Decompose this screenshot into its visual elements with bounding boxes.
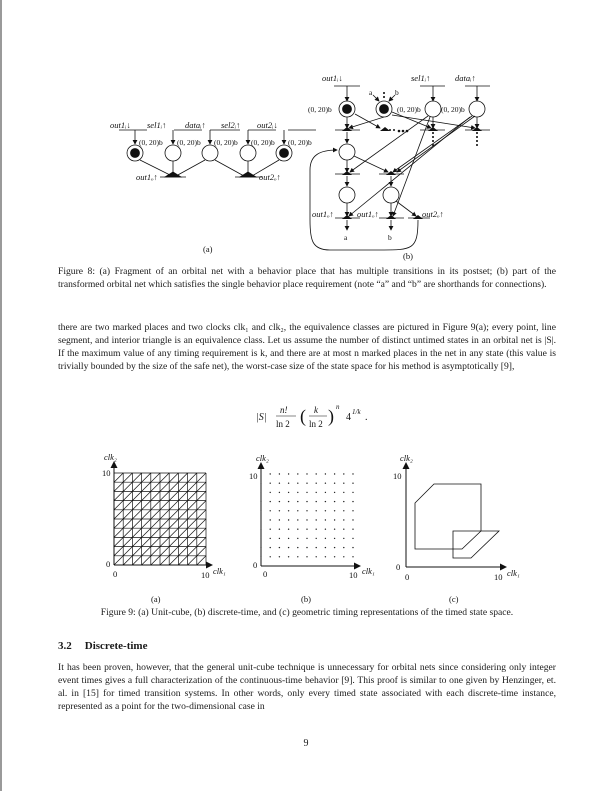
label-b-out2o: out2ₒ↑	[422, 209, 444, 219]
label-b-out1i: out1ᵢ↓	[322, 73, 343, 83]
connector-b-bottom: b	[388, 233, 392, 242]
fig9b-xmin: 0	[263, 569, 268, 579]
fig9b-ylabel: clk₂	[256, 453, 269, 463]
figure-8	[0, 0, 612, 262]
fig9a-label: (a)	[151, 594, 161, 604]
label-out2o: out2ₒ↑	[259, 172, 281, 182]
label-datai: dataᵢ↑	[185, 120, 206, 130]
timing-4: (0, 20)b	[251, 138, 275, 147]
connector-a-top: a	[369, 88, 373, 97]
figure-8a-labels	[110, 120, 312, 254]
fig9a-ymin: 0	[106, 559, 111, 569]
timing-2: (0, 20)b	[177, 138, 201, 147]
formula-S: |S|	[256, 412, 267, 423]
fig9a-xmin: 0	[113, 569, 118, 579]
label-sel1i: sel1ᵢ↑	[147, 120, 167, 130]
section-title: Discrete-time	[84, 640, 148, 652]
figure-9a-unit-cube	[114, 462, 212, 565]
timing-3: (0, 20)b	[214, 138, 238, 147]
timing-b-2: (0, 20)b	[397, 105, 421, 114]
figure-8a-label: (a)	[203, 244, 213, 254]
formula-rparen: )	[328, 406, 334, 426]
label-b-out1o-a: out1ₒ↑	[312, 209, 334, 219]
label-out2i: out2ᵢ↓	[257, 120, 278, 130]
label-out1o: out1ₒ↑	[136, 172, 158, 182]
figure-8b-labels	[308, 73, 476, 261]
fig9b-xlabel: clk₁	[362, 566, 375, 576]
fig9b-ymin: 0	[253, 560, 258, 570]
fig9a-xmax: 10	[201, 570, 210, 580]
label-out1i: out1ᵢ↓	[110, 120, 131, 130]
fig9c-xmax: 10	[494, 572, 503, 582]
formula-ln2-b: ln 2	[309, 419, 323, 429]
figure-9b-discrete-time	[261, 463, 360, 566]
figure-8-caption: Figure 8: (a) Fragment of an orbital net with a behavior place that has multiple transitions in its postset; (b) part of the transformed orbital net which satisfies the single behavior place requirement (note “a” and “b” are shorthands for connections).	[58, 266, 556, 290]
asymptotic-formula	[228, 400, 428, 436]
label-b-sel1i: sel1ᵢ↑	[411, 73, 431, 83]
body-paragraph-2: It has been proven, however, that the general unit-cube technique is unnecessary for orbital nets since considering only integer event times gives a full characterization of the continuous-time behavior [9]. This proof is similar to one given by Henzinger, et. al. in [15] for timed transition systems. In other words, only every timed state associated with each discrete-time instance, represented as a point for the two-dimensional case in	[58, 662, 556, 712]
formula-exp-n: n	[336, 403, 340, 411]
formula-ln2-a: ln 2	[276, 419, 290, 429]
body-paragraph-1: there are two marked places and two clocks clk₁ and clk₂, the equivalence classes are pictured in Figure 9(a); every point, line segment, and interior triangle is an equivalence class. Let us assume the number of distinct untimed states in an orbital net is |S|. If the maximum value of any timing requirement is k, and there are at most n marked places in the net in any state (this value is trivially bounded by the size of the safe net), the worst-case size of the state space for his method is asymptotically [9],	[58, 322, 556, 372]
figure-9c-geometric	[406, 463, 506, 567]
formula-period: .	[365, 412, 368, 423]
timing-1: (0, 20)b	[139, 138, 163, 147]
fig9c-xmin: 0	[405, 572, 410, 582]
timing-b-3: (0, 20)b	[441, 105, 465, 114]
section-number: 3.2	[58, 640, 72, 652]
fig9a-xlabel: clk₁	[213, 566, 226, 576]
figure-9-caption: Figure 9: (a) Unit-cube, (b) discrete-time, and (c) geometric timing representations of the timed state space.	[100, 607, 514, 618]
page-number: 9	[303, 738, 309, 749]
figure-9b-points	[260, 473, 353, 557]
label-b-out1o-b: out1ₒ↑	[357, 209, 379, 219]
connector-a-bottom: a	[344, 233, 348, 242]
connector-b-top: b	[395, 88, 399, 97]
fig9b-xmax: 10	[349, 570, 358, 580]
formula-k: k	[314, 405, 318, 415]
figure-9	[0, 440, 612, 610]
formula-exp-1k: 1/k	[352, 408, 361, 416]
fig9a-ylabel: clk₂	[104, 452, 117, 462]
formula-4: 4	[346, 412, 351, 423]
label-b-datai: dataᵢ↑	[455, 73, 476, 83]
fig9c-xlabel: clk₁	[507, 568, 520, 578]
timing-b-1: (0, 20)b	[308, 105, 332, 114]
formula-lparen: (	[300, 406, 306, 426]
fig9b-ymax: 10	[249, 471, 258, 481]
fig9c-ylabel: clk₂	[400, 453, 413, 463]
timing-5: (0, 20)b	[288, 138, 312, 147]
fig9b-label: (b)	[301, 594, 311, 604]
fig9c-label: (c)	[449, 594, 459, 604]
formula-n-factorial: n!	[280, 405, 288, 415]
fig9c-ymax: 10	[393, 471, 402, 481]
zone-large	[415, 484, 481, 549]
fig9a-ymax: 10	[102, 468, 111, 478]
section-heading	[58, 640, 147, 652]
figure-8b-label: (b)	[403, 251, 413, 261]
zone-small	[453, 531, 499, 558]
label-sel2i: sel2ᵢ↑	[221, 120, 241, 130]
fig9c-ymin: 0	[396, 562, 401, 572]
